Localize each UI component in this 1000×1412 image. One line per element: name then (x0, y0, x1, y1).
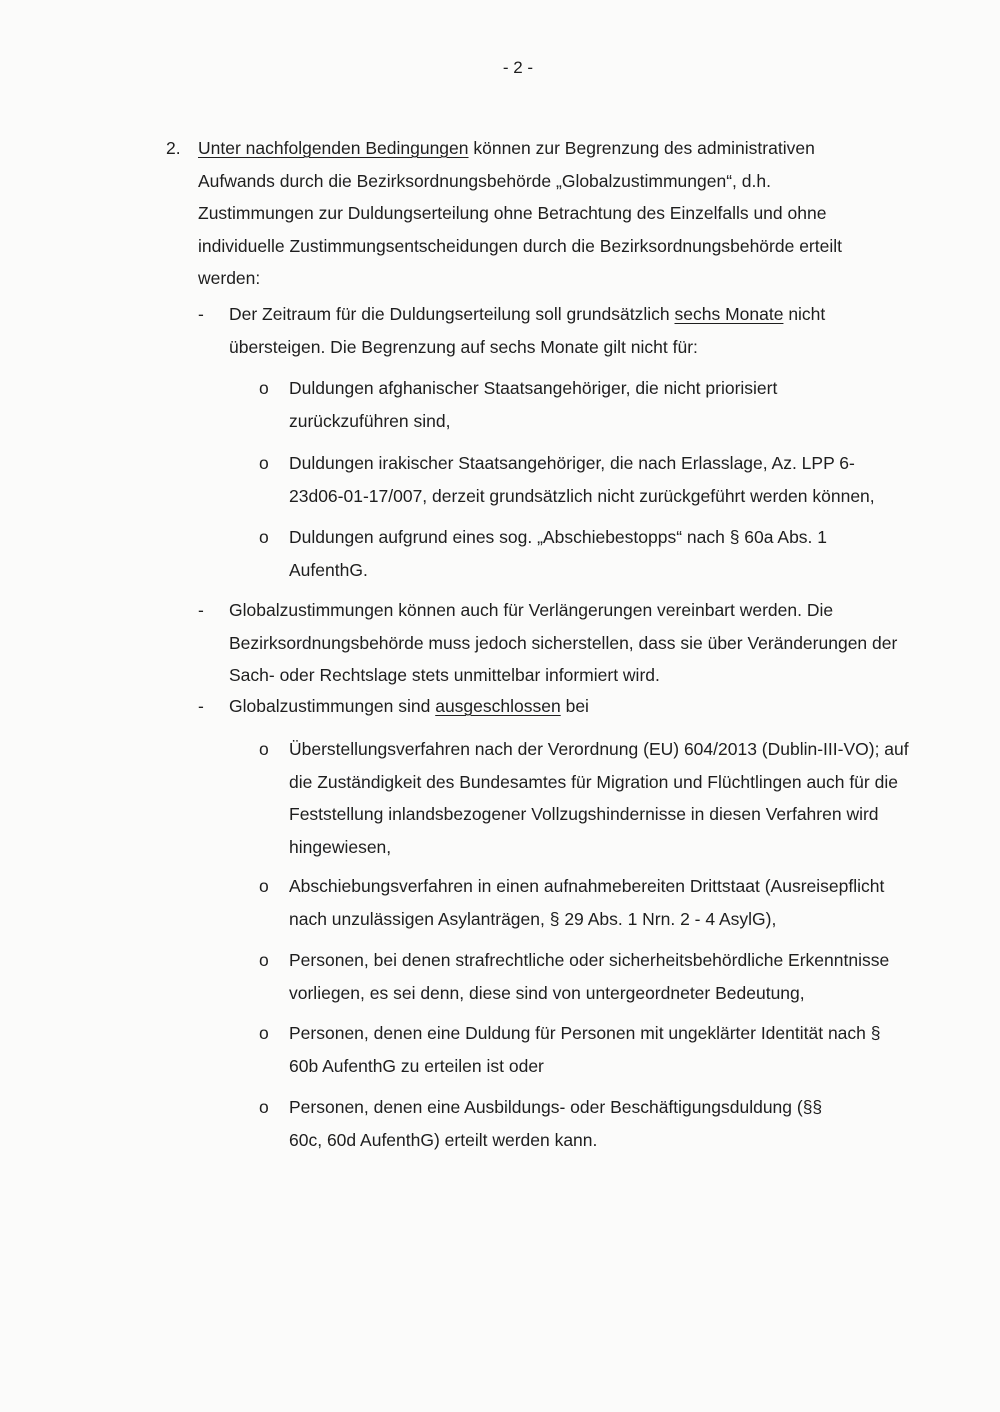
circle-marker: o (259, 453, 269, 473)
circle-marker: o (259, 527, 269, 547)
sub-item-dublin: Überstellungsverfahren nach der Verordnung (EU) 604/2013 (Dublin-III-VO); auf die Zuständigkeit des Bundesamtes für Migration und Flüchtlingen auch für die Feststellung inlandsbezogener Vollzugshindernisse in diesen Verfahren wird hingewiesen, (289, 739, 909, 857)
dash3-text-before: Globalzustimmungen sind (229, 696, 436, 716)
circle-marker: o (259, 1023, 269, 1043)
dash-marker-1: - (198, 304, 204, 324)
dash-marker-2: - (198, 600, 204, 620)
circle-marker: o (259, 739, 269, 759)
sub-item-strafrechtlich: Personen, bei denen strafrechtliche oder sicherheitsbehördliche Erkenntnisse vorliegen, es sei denn, diese sind von untergeordneter Bedeutung, (289, 950, 890, 1003)
dash1-text-before: Der Zeitraum für die Duldungserteilung soll grundsätzlich (229, 304, 675, 324)
circle-marker: o (259, 1097, 269, 1117)
page-number: - 2 - (502, 58, 534, 77)
dash3-underlined: ausgeschlossen (435, 696, 561, 716)
sub-item-afghan: Duldungen afghanischer Staatsangehöriger, die nicht priorisiert zurückzuführen sind, (289, 378, 778, 431)
dash-marker-3: - (198, 696, 204, 716)
dash-item-extensions: Globalzustimmungen können auch für Verlängerungen vereinbart werden. Die Bezirksordnungsbehörde muss jedoch sicherstellen, dass sie über Veränderungen der Sach- oder Rechtslage stets unmittelbar informiert wird. (229, 600, 898, 685)
section-intro (198, 132, 878, 295)
sub-item-identitaet: Personen, denen eine Duldung für Personen mit ungeklärter Identität nach § 60b AufenthG zu erteilen ist oder (289, 1023, 881, 1076)
sub-item-drittstaat: Abschiebungsverfahren in einen aufnahmebereiten Drittstaat (Ausreisepflicht nach unzulässigen Asylanträgen, § 29 Abs. 1 Nrn. 2 - 4 AsylG), (289, 876, 885, 929)
section-number: 2. (166, 138, 181, 158)
dash1-text-after: nicht übersteigen. Die Begrenzung auf sechs Monate gilt nicht für: (229, 304, 826, 357)
intro-text: können zur Begrenzung des administrativen Aufwands durch die Bezirksordnungsbehörde „Globalzustimmungen“, d.h. Zustimmungen zur Duldungserteilung ohne Betrachtung des Einzelfalls und ohne individuelle Zustimmungsentscheidungen durch die Bezirksordnungsbehörde erteilt werden: (198, 138, 842, 288)
sub-item-abschiebestopp: Duldungen aufgrund eines sog. „Abschiebestopps“ nach § 60a Abs. 1 AufenthG. (289, 527, 828, 580)
intro-underlined: Unter nachfolgenden Bedingungen (198, 138, 469, 158)
circle-marker: o (259, 876, 269, 896)
dash-item-excluded (229, 690, 889, 723)
circle-marker: o (259, 378, 269, 398)
sub-item-ausbildung: Personen, denen eine Ausbildungs- oder Beschäftigungsduldung (§§ 60c, 60d AufenthG) erteilt werden kann. (289, 1097, 823, 1150)
dash-item-duration (229, 298, 889, 363)
dash3-text-after: bei (560, 696, 589, 716)
circle-marker: o (259, 950, 269, 970)
dash1-underlined: sechs Monate (674, 304, 784, 324)
sub-item-iraqi: Duldungen irakischer Staatsangehöriger, die nach Erlasslage, Az. LPP 6-23d06-01-17/007, derzeit grundsätzlich nicht zurückgeführt werden können, (289, 453, 875, 506)
